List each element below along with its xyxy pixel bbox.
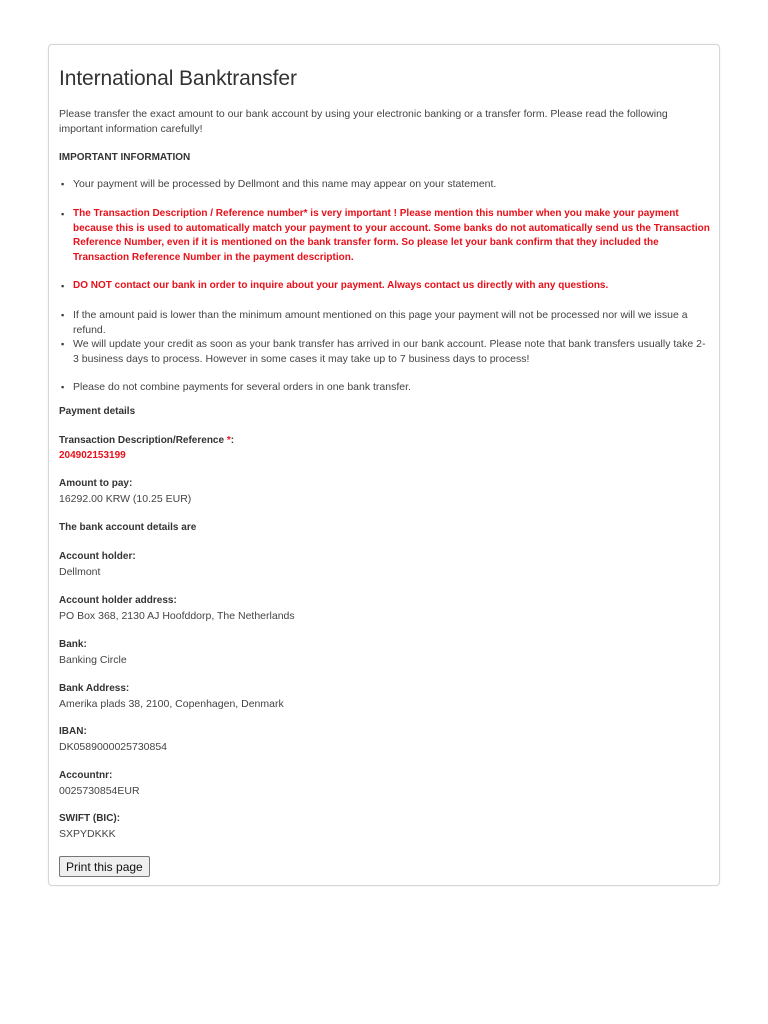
account-holder-field (59, 550, 136, 579)
info-bullet-text: Your payment will be processed by Dellmont and this name may appear on your statement. (73, 178, 497, 190)
bank-value: Banking Circle (59, 653, 127, 666)
print-page-button[interactable]: Print this page (59, 856, 150, 877)
bullet-icon: ▪ (61, 310, 65, 320)
page-title: International Banktransfer (59, 67, 297, 90)
account-holder-address-value: PO Box 368, 2130 AJ Hoofddorp, The Netherlands (59, 609, 295, 622)
info-bullet-3 (59, 279, 711, 294)
bank-address-value: Amerika plads 38, 2100, Copenhagen, Denmark (59, 697, 284, 710)
amount-value: 16292.00 KRW (10.25 EUR) (59, 492, 192, 505)
accountnr-field (59, 769, 140, 798)
info-bullet-6 (59, 380, 711, 395)
reference-field (59, 434, 234, 463)
account-holder-address-label: Account holder address: (59, 595, 177, 606)
iban-label: IBAN: (59, 726, 87, 737)
reference-label-colon: : (230, 435, 235, 446)
bank-address-field (59, 682, 284, 711)
reference-number: 204902153199 (59, 449, 126, 461)
info-bullet-4 (59, 308, 711, 337)
bullet-icon: ▪ (61, 179, 65, 189)
amount-field (59, 477, 191, 506)
bank-label: Bank: (59, 639, 87, 650)
info-bullet-text: We will update your credit as soon as your bank transfer has arrived in our bank account. Please note that bank transfers usually take 2-3 business days to process. However in some cases it may take up to 7 business days to process! (73, 338, 706, 365)
accountnr-value: 0025730854EUR (59, 784, 140, 797)
amount-label: Amount to pay: (59, 478, 133, 489)
account-holder-value: Dellmont (59, 565, 101, 578)
intro-text: Please transfer the exact amount to our bank account by using your electronic banking or a transfer form. Please read the following important information carefully! (59, 108, 668, 135)
bank-transfer-card (48, 44, 720, 886)
info-bullet-5 (59, 337, 711, 366)
required-asterisk: * (226, 435, 231, 446)
reference-label-text: Transaction Description/Reference (59, 435, 227, 446)
info-bullet-text: The Transaction Description / Reference number* is very important ! Please mention this number when you make your payment because this is used to automatically match your payment to your account. Some banks do not automatically send us the Transaction Reference Number, even if it is mentioned on the bank transfer form. So please let your bank confirm that they included the Transaction Reference Number in the payment description. (73, 208, 710, 263)
bank-address-label: Bank Address: (59, 683, 130, 694)
info-bullet-text: DO NOT contact our bank in order to inquire about your payment. Always contact us directly with any questions. (73, 280, 609, 291)
info-bullet-text: Please do not combine payments for several orders in one bank transfer. (73, 381, 411, 393)
bullet-icon: ▪ (61, 382, 65, 392)
swift-value: SXPYDKKK (59, 827, 116, 840)
bullet-icon: ▪ (61, 209, 65, 219)
iban-field (59, 725, 167, 754)
info-bullet-text: If the amount paid is lower than the minimum amount mentioned on this page your payment will not be processed nor will we issue a refund. (73, 309, 688, 336)
important-heading: IMPORTANT INFORMATION (59, 152, 191, 163)
iban-value: DK0589000025730854 (59, 740, 168, 753)
bullet-icon: ▪ (61, 339, 65, 349)
payment-details-heading: Payment details (59, 406, 136, 417)
swift-field (59, 812, 120, 841)
reference-label (59, 434, 234, 449)
bank-details-heading: The bank account details are (59, 522, 197, 533)
bank-field (59, 638, 127, 667)
swift-label: SWIFT (BIC): (59, 813, 121, 824)
info-bullet-1 (59, 177, 711, 192)
account-holder-label: Account holder: (59, 551, 136, 562)
info-bullet-2 (59, 207, 711, 265)
bullet-icon: ▪ (61, 281, 65, 291)
accountnr-label: Accountnr: (59, 770, 113, 781)
account-holder-address-field (59, 594, 295, 623)
